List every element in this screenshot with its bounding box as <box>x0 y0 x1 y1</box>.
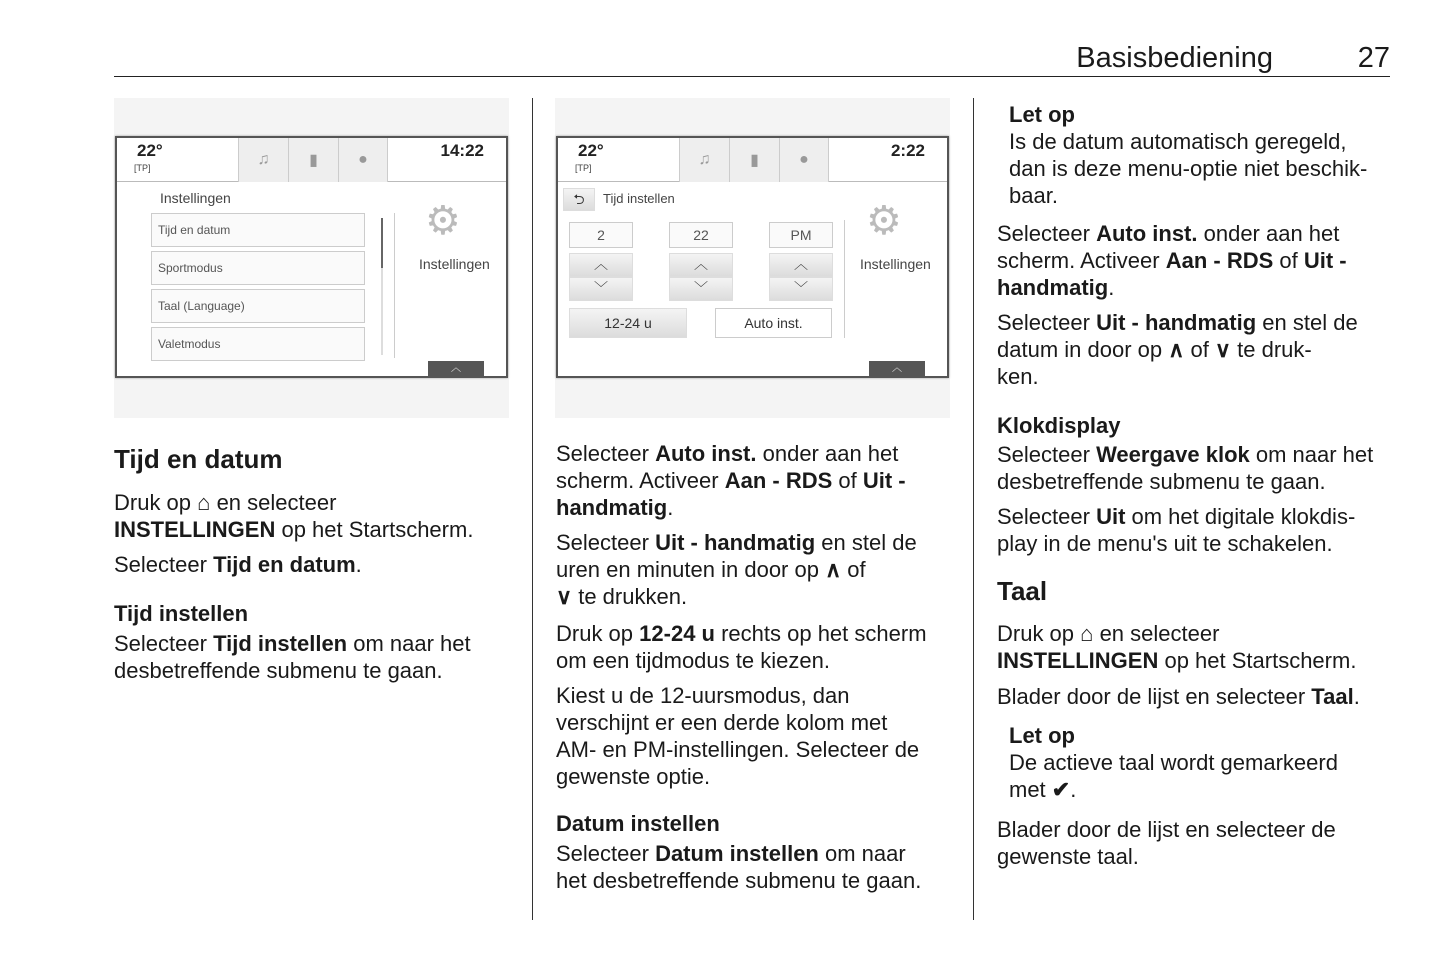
text-line <box>114 516 473 543</box>
menu-title: Instellingen <box>160 190 231 206</box>
text-run: en selecteer <box>1093 621 1220 646</box>
text-line <box>997 247 1347 274</box>
home-icon: ⌂ <box>197 490 211 515</box>
text-line <box>997 220 1347 247</box>
infotainment-screen <box>556 136 949 378</box>
text-run: onder aan het <box>1197 221 1340 246</box>
text-run: Selecteer <box>997 504 1097 529</box>
text-run: Selecteer <box>114 631 214 656</box>
text-line <box>556 529 917 556</box>
hour-up-button[interactable]: ︿ <box>569 253 633 277</box>
hour-value: 2 <box>569 222 633 248</box>
bold-term: Uit - <box>862 468 906 493</box>
paragraph <box>556 529 917 610</box>
bold-term: 12-24 u <box>639 621 715 646</box>
chevron-up-button[interactable]: ︿ <box>428 361 484 377</box>
text-run: op het Startscherm. <box>1158 648 1357 673</box>
temperature: 22° <box>578 141 604 160</box>
text-run: of <box>832 468 863 493</box>
note-text <box>1009 749 1338 803</box>
back-arrow-icon: ⮌ <box>573 191 585 207</box>
chevron-down-icon: ∨ <box>1214 337 1232 362</box>
checkmark-icon: ✔ <box>1051 777 1071 802</box>
bold-term: Uit - handmatig <box>655 530 816 555</box>
text-run: desbetreffende submenu te gaan. <box>997 469 1326 494</box>
text-run: uren en minuten in door op <box>556 557 826 582</box>
text-run: met <box>1009 777 1052 802</box>
chevron-down-icon: ∨ <box>556 584 573 609</box>
text-run: . <box>1108 275 1115 300</box>
text-run: Selecteer <box>114 552 214 577</box>
ampm-up-button[interactable]: ︿ <box>769 253 833 277</box>
text-run: Druk op <box>556 621 640 646</box>
text-run: baar. <box>1009 183 1058 208</box>
bold-term: INSTELLINGEN <box>114 517 276 542</box>
text-run: te drukken. <box>572 584 688 609</box>
audio-tab-icon[interactable]: ♫ <box>238 138 288 182</box>
bold-term: INSTELLINGEN <box>997 648 1159 673</box>
text-line <box>556 709 919 736</box>
scrollbar[interactable] <box>381 218 383 355</box>
infotainment-screen <box>115 136 508 378</box>
text-run: en selecteer <box>210 490 337 515</box>
paragraph <box>556 840 921 894</box>
paragraph <box>997 441 1373 495</box>
text-run: play in de menu's uit te schakelen. <box>997 531 1333 556</box>
text-run: verschijnt er een derde kolom met <box>556 710 888 735</box>
text-run: Selecteer <box>556 841 656 866</box>
text-run: Selecteer <box>997 221 1097 246</box>
screenshot-settings-menu <box>114 98 509 418</box>
text-line <box>997 309 1358 336</box>
temperature: 22° <box>137 141 163 160</box>
bold-term: handmatig <box>997 275 1109 300</box>
text-run: . <box>667 495 674 520</box>
bold-term: Tijd en datum <box>213 552 356 577</box>
bold-term: handmatig <box>556 495 668 520</box>
bold-term: Uit <box>1096 504 1126 529</box>
text-run: Blader door de lijst en selecteer de <box>997 817 1336 842</box>
menu-item-sportmodus[interactable]: Sportmodus <box>151 251 365 285</box>
minute-value: 22 <box>669 222 733 248</box>
text-line <box>997 683 1360 710</box>
text-line <box>114 489 473 516</box>
bold-term: Auto inst. <box>655 441 757 466</box>
text-line <box>556 736 919 763</box>
phone-tab-icon[interactable]: ▮ <box>729 138 779 182</box>
text-line <box>556 763 919 790</box>
text-line <box>556 494 906 521</box>
text-line <box>997 363 1358 390</box>
text-line <box>556 867 921 894</box>
menu-item-taal[interactable]: Taal (Language) <box>151 289 365 323</box>
text-line <box>556 647 927 674</box>
12-24-button[interactable]: 12-24 u <box>569 308 687 338</box>
note-title: Let op <box>1009 102 1075 127</box>
text-line <box>997 274 1347 301</box>
text-run: Selecteer <box>997 310 1097 335</box>
back-button[interactable] <box>563 188 595 211</box>
text-line <box>997 530 1355 557</box>
clock: 2:22 <box>890 141 925 160</box>
subheading-klokdisplay: Klokdisplay <box>997 413 1121 438</box>
text-run: om naar het <box>1249 442 1374 467</box>
text-line <box>997 503 1355 530</box>
bold-term: Aan - RDS <box>724 468 833 493</box>
text-run: Selecteer <box>556 441 656 466</box>
paragraph <box>997 503 1355 557</box>
text-run: dan is deze menu-optie niet beschik- <box>1009 156 1368 181</box>
bold-term: Aan - RDS <box>1165 248 1274 273</box>
text-run: desbetreffende submenu te gaan. <box>114 658 443 683</box>
text-run: om het digitale klokdis- <box>1125 504 1356 529</box>
text-run: en stel de <box>1256 310 1358 335</box>
text-run: Blader door de lijst en selecteer <box>997 684 1312 709</box>
text-run: scherm. Activeer <box>997 248 1166 273</box>
text-run: gewenste taal. <box>997 844 1139 869</box>
column-divider <box>532 98 533 920</box>
text-line <box>997 647 1356 674</box>
paragraph <box>114 630 471 684</box>
text-run: onder aan het <box>756 441 899 466</box>
paragraph <box>997 816 1336 870</box>
audio-tab-icon[interactable]: ♫ <box>679 138 729 182</box>
text-run: AM- en PM-instellingen. Selecteer de <box>556 737 920 762</box>
gear-icon: ⚙ <box>425 199 461 243</box>
ampm-down-button[interactable]: ﹀ <box>769 277 833 301</box>
paragraph <box>997 620 1356 674</box>
bold-term: Uit - handmatig <box>1096 310 1257 335</box>
paragraph <box>997 683 1360 710</box>
ampm-value: PM <box>769 222 833 248</box>
paragraph <box>114 489 473 543</box>
heading-tijd-en-datum: Tijd en datum <box>114 444 283 474</box>
text-line <box>114 551 362 578</box>
screenshot-time-settings <box>555 98 950 418</box>
text-run: en stel de <box>815 530 917 555</box>
text-line <box>556 467 906 494</box>
text-line <box>1009 749 1338 776</box>
paragraph <box>556 682 919 790</box>
paragraph <box>556 620 927 674</box>
text-run: of <box>1184 337 1215 362</box>
text-line <box>997 336 1358 363</box>
menu-item-tijd-en-datum[interactable]: Tijd en datum <box>151 213 365 247</box>
text-run: rechts op het scherm <box>714 621 927 646</box>
bold-term: Uit - <box>1303 248 1347 273</box>
text-line <box>997 441 1373 468</box>
text-line <box>556 840 921 867</box>
text-line <box>556 440 906 467</box>
text-run: het desbetreffende submenu te gaan. <box>556 868 922 893</box>
text-run: Druk op <box>114 490 198 515</box>
text-line <box>997 620 1356 647</box>
settings-label: Instellingen <box>419 256 490 272</box>
page-number: 27 <box>1357 42 1390 74</box>
text-line <box>997 468 1373 495</box>
column-divider <box>973 98 974 920</box>
subheading-tijd-instellen: Tijd instellen <box>114 601 249 626</box>
text-run: om naar <box>818 841 906 866</box>
paragraph <box>556 440 906 521</box>
clock: 14:22 <box>440 141 484 160</box>
chevron-up-icon: ∧ <box>1168 337 1185 362</box>
menu-item-valetmodus[interactable]: Valetmodus <box>151 327 365 361</box>
text-run: . <box>355 552 362 577</box>
home-icon: ⌂ <box>1080 621 1094 646</box>
subheading-datum-instellen: Datum instellen <box>556 811 720 836</box>
menu-title: Tijd instellen <box>603 191 675 206</box>
text-line <box>556 556 917 583</box>
auto-inst-button[interactable]: Auto inst. <box>715 308 832 338</box>
text-line <box>556 682 919 709</box>
text-line <box>1009 776 1338 803</box>
text-run: scherm. Activeer <box>556 468 725 493</box>
hour-down-button[interactable]: ﹀ <box>569 277 633 301</box>
text-run: gewenste optie. <box>556 764 711 789</box>
paragraph <box>997 309 1358 390</box>
chevron-up-button[interactable]: ︿ <box>869 361 925 377</box>
text-run: te druk- <box>1231 337 1312 362</box>
text-run: om naar het <box>347 631 471 656</box>
note-text <box>1009 128 1367 209</box>
text-run: . <box>1353 684 1360 709</box>
text-run: op het Startscherm. <box>275 517 474 542</box>
info-tab-icon[interactable]: ● <box>338 138 388 182</box>
text-line <box>1009 155 1367 182</box>
text-run: Is de datum automatisch geregeld, <box>1009 129 1347 154</box>
divider <box>394 213 395 358</box>
text-line <box>997 843 1336 870</box>
chevron-up-icon: ∧ <box>825 557 842 582</box>
text-run: Selecteer <box>997 442 1097 467</box>
minute-up-button[interactable]: ︿ <box>669 253 733 277</box>
bold-term: Datum instellen <box>655 841 819 866</box>
tp-indicator: [TP] <box>575 163 592 173</box>
text-line <box>556 583 917 610</box>
text-run: of <box>841 557 866 582</box>
phone-tab-icon[interactable]: ▮ <box>288 138 338 182</box>
text-line <box>114 657 471 684</box>
bold-term: Tijd instellen <box>213 631 348 656</box>
gear-icon: ⚙ <box>866 199 902 243</box>
tp-indicator: [TP] <box>134 163 151 173</box>
text-line <box>1009 182 1367 209</box>
bold-term: Weergave klok <box>1096 442 1250 467</box>
text-run: Druk op <box>997 621 1081 646</box>
text-run: De actieve taal wordt gemarkeerd <box>1009 750 1338 775</box>
text-line <box>997 816 1336 843</box>
paragraph <box>114 551 362 578</box>
text-line <box>1009 128 1367 155</box>
paragraph <box>997 220 1347 301</box>
text-run: Selecteer <box>556 530 656 555</box>
bold-term: Auto inst. <box>1096 221 1198 246</box>
text-line <box>556 620 927 647</box>
minute-down-button[interactable]: ﹀ <box>669 277 733 301</box>
text-run: Kiest u de 12-uursmodus, dan <box>556 683 850 708</box>
section-title: Basisbediening <box>1076 42 1273 74</box>
text-run: . <box>1070 777 1077 802</box>
settings-label: Instellingen <box>860 256 931 272</box>
text-run: datum in door op <box>997 337 1169 362</box>
bold-term: Taal <box>1311 684 1354 709</box>
heading-taal: Taal <box>997 576 1048 606</box>
text-run: of <box>1273 248 1304 273</box>
text-run: ken. <box>997 364 1039 389</box>
text-line <box>114 630 471 657</box>
text-run: om een tijdmodus te kiezen. <box>556 648 830 673</box>
header-rule <box>114 76 1390 77</box>
note-title: Let op <box>1009 723 1075 748</box>
info-tab-icon[interactable]: ● <box>779 138 829 182</box>
divider <box>844 220 845 338</box>
